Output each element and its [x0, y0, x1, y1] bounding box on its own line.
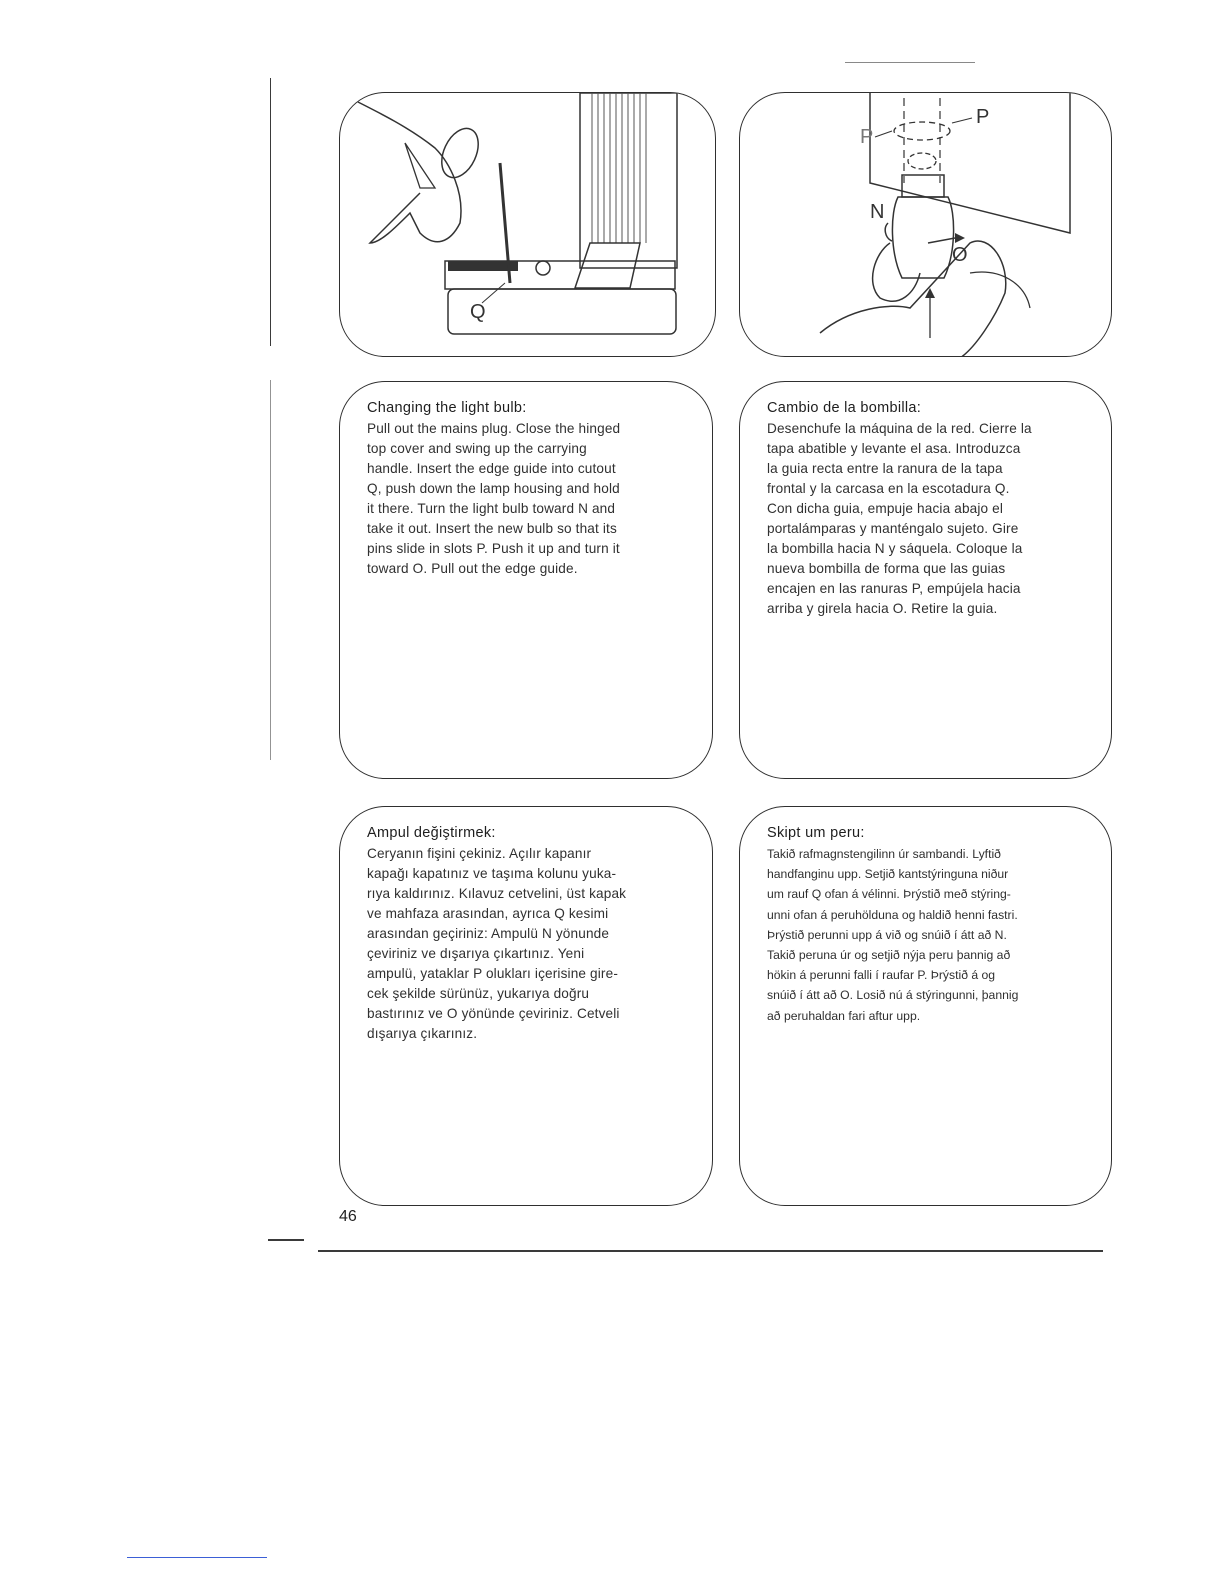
section-spanish	[739, 381, 1112, 779]
label-p-left: P	[860, 126, 874, 148]
section-turkish	[339, 806, 713, 1206]
heading-spanish: Cambio de la bombilla:	[767, 400, 922, 416]
bottom-rule-mark	[268, 1239, 304, 1241]
label-q: Q	[470, 301, 486, 323]
body-spanish: Desenchufe la máquina de la red. Cierre la tapa abatible y levante el asa. Introduzca la guia recta entre la ranura de la tapa frontal y la carcasa en la escotadura Q. Con dicha guia, empuje hacia abajo el portalámparas y manténgalo sujeto. Gire la bombilla hacia N y sáquela. Coloque la nueva bombilla de forma que las guias encajen en las ranuras P, empújela hacia arriba y girela hacia O. Retire la guia.	[767, 421, 1032, 616]
left-margin-line	[270, 78, 271, 346]
heading-icelandic: Skipt um peru:	[767, 825, 865, 841]
section-english	[339, 381, 713, 779]
section-icelandic	[739, 806, 1112, 1206]
body-turkish: Ceryanın fişini çekiniz. Açılır kapanır kapağı kapatınız ve taşıma kolunu yuka- rıya kaldırınız. Kılavuz cetvelini, üst kapak ve mahfaza arasından, ayrıca Q kesimi arasından geçiriniz: Ampulü N yönunde çeviriniz ve dışarıya çıkartınız. Yeni ampulü, yataklar P olukları içerisine gire- cek şekilde sürünüz, yukarıya doğru bastırınız ve O yönünde çeviriniz. Cetveli dışarıya çıkarınız.	[367, 846, 627, 1041]
body-english: Pull out the mains plug. Close the hinged top cover and swing up the carrying handle. Insert the edge guide into cutout Q, push down the lamp housing and hold it there. Turn the light bulb toward N and take it out. Insert the new bulb so that its pins slide in slots P. Push it up and turn it toward O. Pull out the edge guide.	[367, 421, 621, 576]
figure-bulb-replacement	[739, 92, 1112, 357]
label-p-right: P	[976, 106, 990, 128]
page-number: 46	[339, 1208, 357, 1225]
label-o: O	[952, 244, 968, 266]
bottom-rule	[318, 1250, 1103, 1252]
top-scan-mark	[845, 62, 975, 63]
edge-guide-illustration	[340, 93, 716, 357]
body-icelandic: Takið rafmagnstengilinn úr sambandi. Lyftið handfanginu upp. Setjið kantstýringuna niður um rauf Q ofan á vélinni. Þrýstið með stýring- unni ofan á peruhölduna og haldið henni fastri. Þrýstið perunni upp á við og snúið í átt að N. Takið peruna úr og setjið nýja peru þannig að hökin á perunni falli í raufar P. Þrýstið á og snúið í átt að O. Losið nú á stýringunni, þannig að peruhaldan fari aftur upp.	[767, 847, 1019, 1023]
footer-blue-line	[127, 1557, 267, 1558]
heading-english: Changing the light bulb:	[367, 400, 527, 416]
left-margin-line-lower	[270, 380, 271, 760]
label-n: N	[870, 201, 885, 223]
heading-turkish: Ampul değiştirmek:	[367, 825, 496, 841]
figure-edge-guide-insertion	[339, 92, 716, 357]
bulb-illustration	[740, 93, 1112, 357]
